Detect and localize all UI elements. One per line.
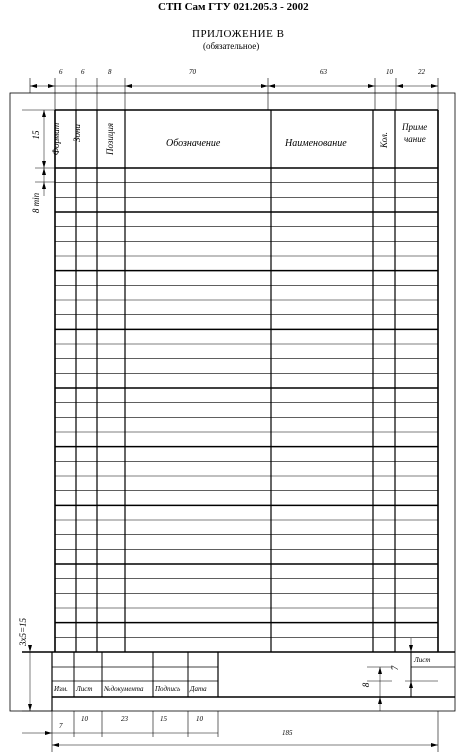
dim-stamp-sheet: 10: [81, 715, 88, 723]
dim-row-height: 8 min: [31, 192, 41, 214]
column-zone-header: Зона: [72, 124, 82, 142]
stamp-label-date: Дата: [190, 685, 207, 693]
dim-stamp-row: 8: [361, 682, 371, 688]
appendix-title: ПРИЛОЖЕНИЕ В: [192, 28, 285, 40]
dim-name-width: 63: [320, 68, 327, 76]
stamp-label-document: №документа: [104, 685, 144, 693]
dim-stamp-document: 23: [121, 715, 128, 723]
appendix-status: (обязательное): [203, 41, 260, 51]
dim-designation-width: 70: [189, 68, 196, 76]
dim-left-col: 7: [59, 722, 63, 730]
column-note-header-line1: Приме: [402, 122, 428, 132]
stamp-sheet-label: Лист: [414, 656, 431, 664]
dim-zone-width: 6: [81, 68, 85, 76]
dim-stamp-signature: 15: [160, 715, 167, 723]
column-designation-header: Обозначение: [166, 138, 221, 149]
dim-position-width: 8: [108, 68, 112, 76]
dim-header-height: 15: [31, 130, 41, 140]
stamp-label-change: Изм.: [54, 685, 68, 693]
column-position-header: Позиция: [105, 122, 115, 156]
dim-stamp-date: 10: [196, 715, 203, 723]
sheet-frame: [10, 93, 455, 711]
dim-total-width: 185: [282, 729, 293, 737]
dim-sheet-cell: 7: [390, 665, 400, 671]
dim-format-width: 6: [59, 68, 63, 76]
column-qty-header: Кол.: [379, 131, 389, 149]
column-note-header-line2: чание: [404, 134, 426, 144]
dim-note-width: 22: [418, 68, 425, 76]
column-format-header: Формат: [51, 122, 61, 156]
stamp-label-signature: Подпись: [155, 685, 181, 693]
standard-title: СТП Сам ГТУ 021.205.3 - 2002: [158, 1, 309, 13]
stamp-label-sheet: Лист: [76, 685, 93, 693]
dim-stamp-rows: 3х5=15: [18, 617, 28, 647]
column-name-header: Наименование: [285, 138, 347, 149]
dim-qty-width: 10: [386, 68, 393, 76]
